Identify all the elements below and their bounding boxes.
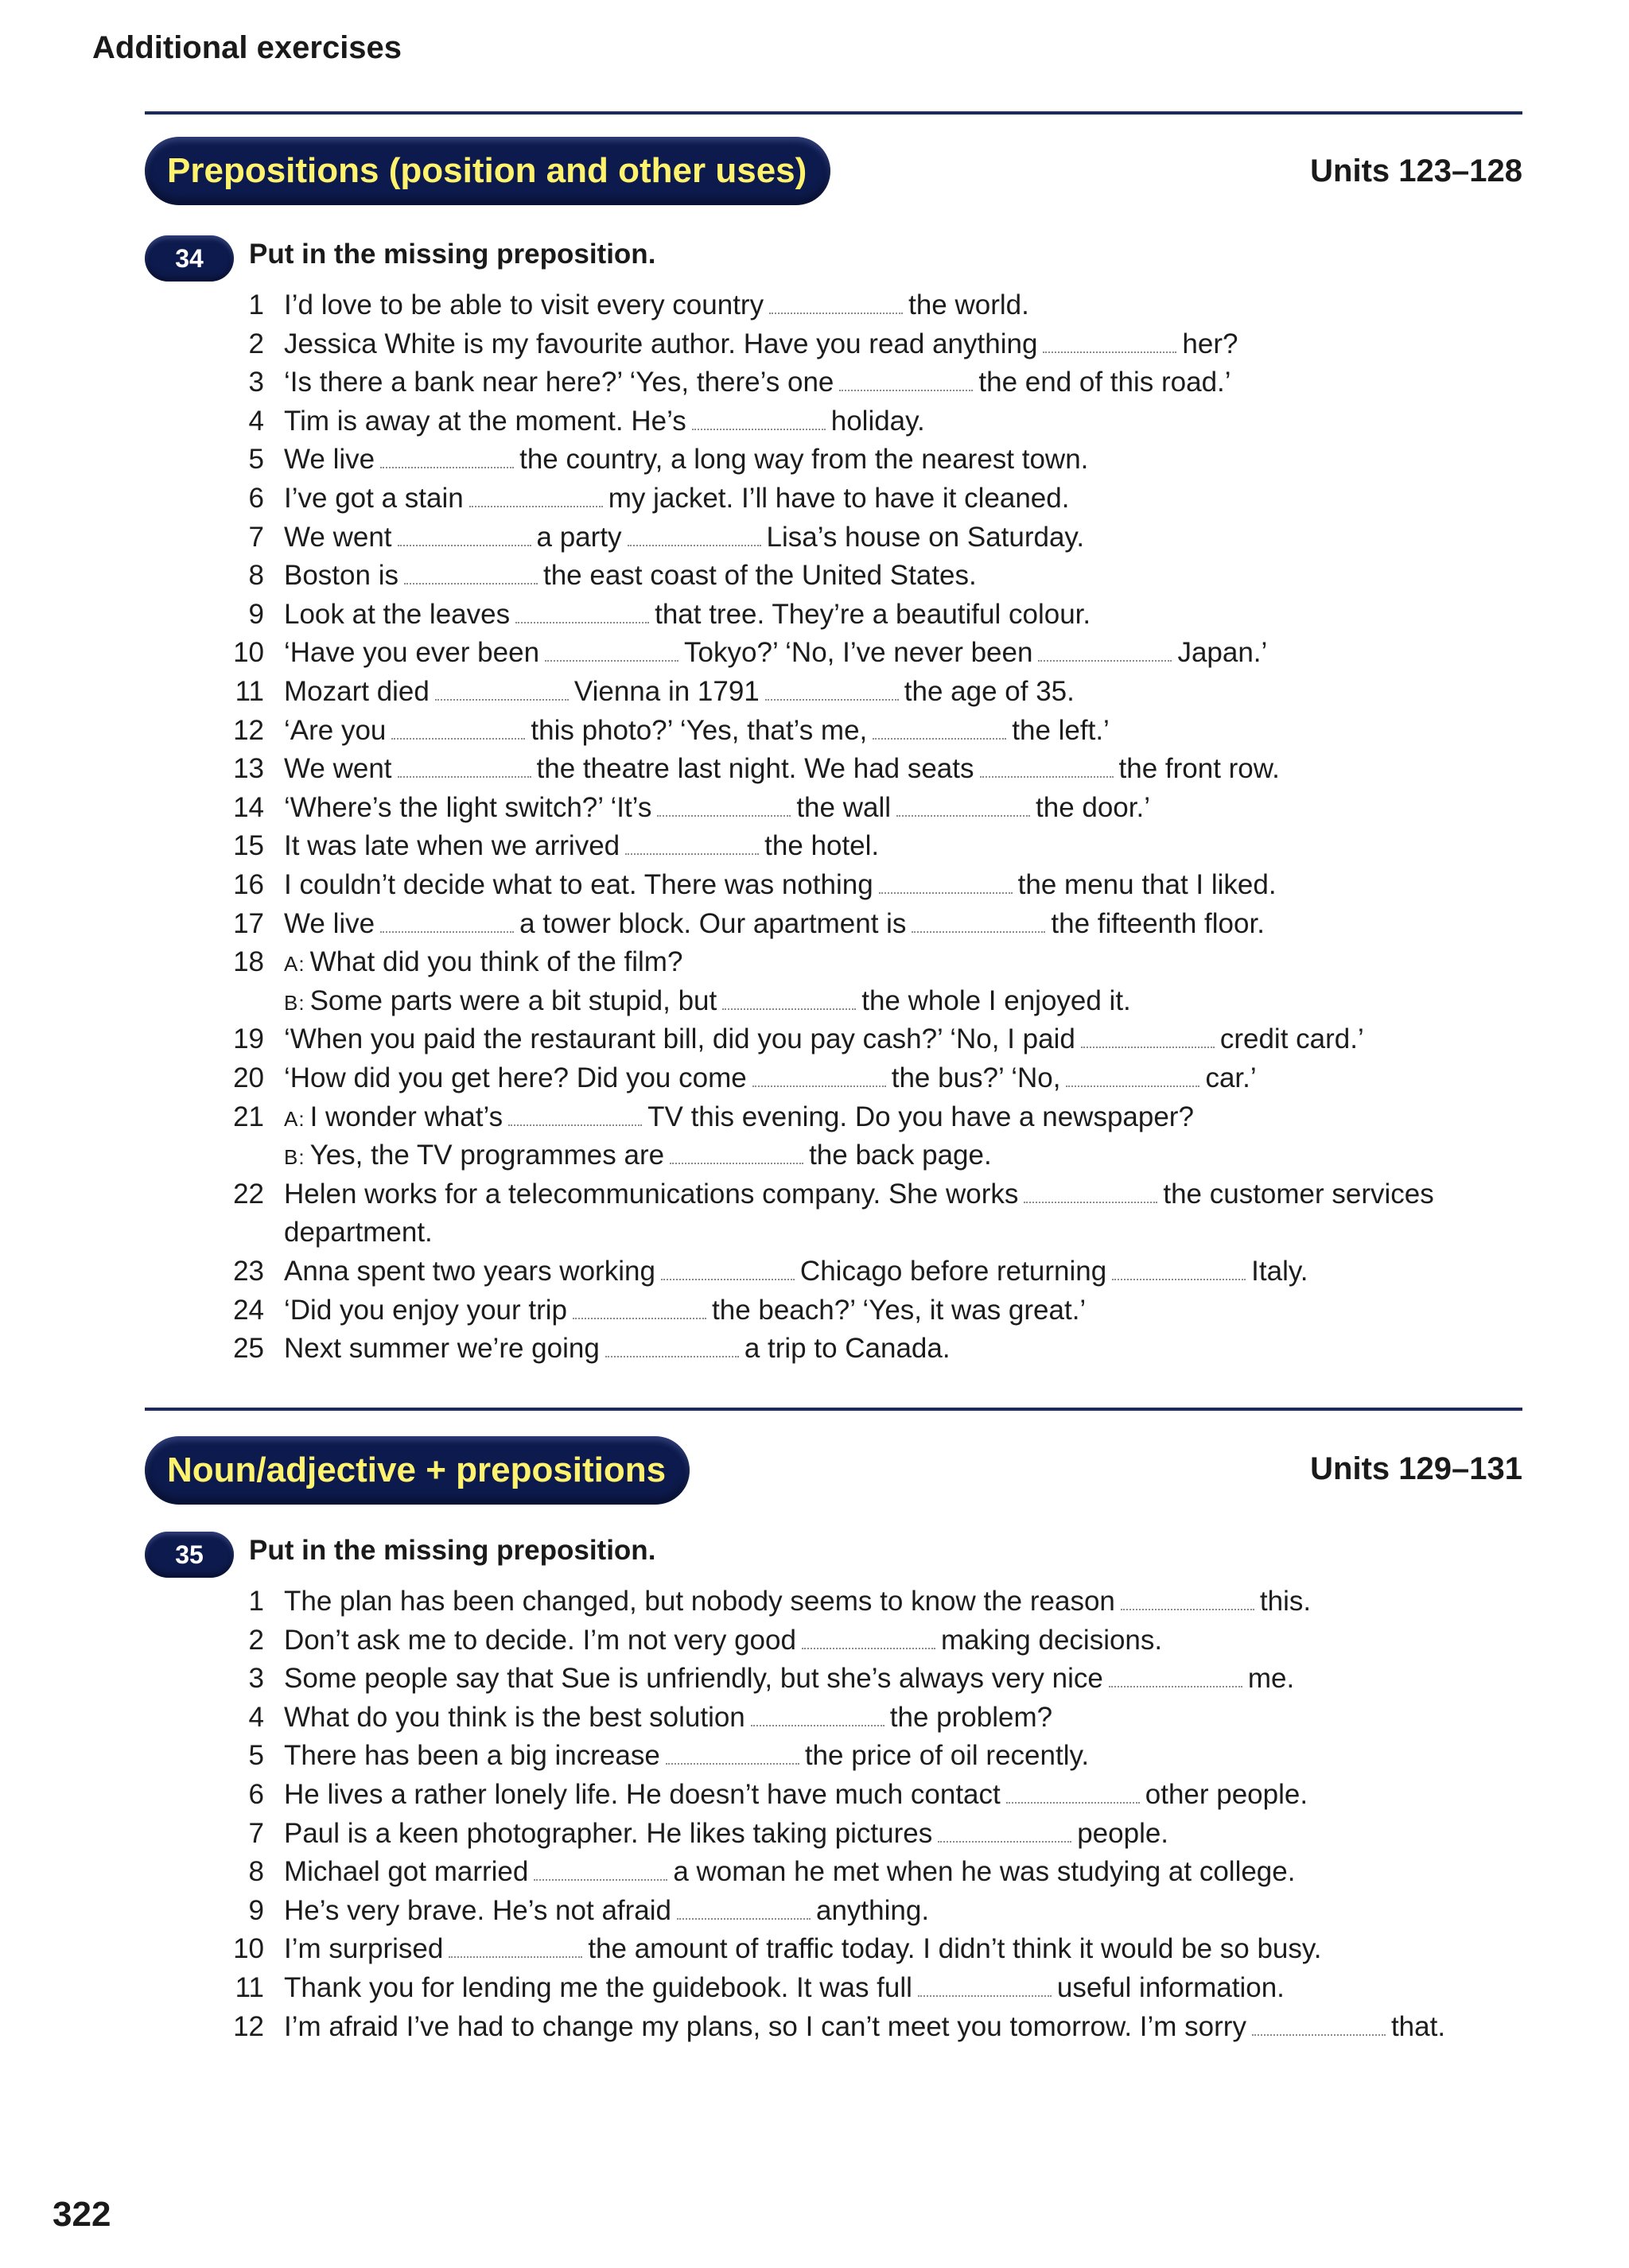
item-text-segment: that tree. They’re a beautiful colour. <box>655 598 1091 630</box>
item-text-segment: I’m surprised <box>284 1933 444 1965</box>
item-text-segment: Look at the leaves <box>284 598 511 630</box>
exercise-item <box>0 596 1629 634</box>
item-text <box>284 1621 1162 1660</box>
item-number: 22 <box>233 1178 264 1210</box>
item-text-segment: Jessica White is my favourite author. Have you read anything <box>284 328 1038 359</box>
answer-blank[interactable] <box>398 540 531 546</box>
item-text-segment: ‘Where’s the light switch?’ ‘It’s <box>284 791 652 823</box>
item-text <box>284 596 1091 634</box>
item-text-segment: Boston is <box>284 560 399 592</box>
item-text-segment: the door.’ <box>1036 791 1150 823</box>
exercise-instruction: Put in the missing preposition. <box>249 239 656 270</box>
item-text-segment: Some parts were a bit stupid, but <box>309 984 717 1016</box>
exercise-item <box>0 1699 1629 1737</box>
item-text <box>284 2008 1445 2046</box>
exercise-item <box>0 1815 1629 1853</box>
item-number: 4 <box>248 1701 264 1733</box>
answer-blank[interactable] <box>722 1004 856 1010</box>
answer-blank[interactable] <box>879 887 1013 894</box>
item-text-segment: Don’t ask me to decide. I’m not very good <box>284 1624 796 1656</box>
answer-blank[interactable] <box>912 926 1045 933</box>
exercise-item <box>0 712 1629 750</box>
item-text <box>284 1699 1052 1737</box>
item-text-segment: holiday. <box>830 405 925 437</box>
item-number: 6 <box>248 1779 264 1810</box>
item-text-segment: a party <box>536 521 622 553</box>
item-text-segment: I wonder what’s <box>309 1101 503 1132</box>
answer-blank[interactable] <box>661 1274 795 1280</box>
item-text <box>284 480 1069 518</box>
item-text-segment: Next summer we’re going <box>284 1333 600 1365</box>
item-number: 24 <box>233 1294 264 1326</box>
item-text-segment: What did you think of the film? <box>309 946 683 978</box>
item-text <box>284 1098 1194 1138</box>
item-number: 13 <box>233 753 264 785</box>
item-number: 15 <box>233 830 264 862</box>
item-number: 17 <box>233 907 264 939</box>
item-number: 1 <box>248 289 264 320</box>
item-text-segment: There has been a big increase <box>284 1740 660 1772</box>
answer-blank[interactable] <box>666 1758 799 1765</box>
answer-blank[interactable] <box>508 1120 642 1126</box>
item-number: 21 <box>233 1101 264 1132</box>
item-text-segment: a trip to Canada. <box>744 1333 951 1365</box>
item-text <box>284 634 1267 672</box>
exercise-item <box>0 557 1629 595</box>
page-header: Additional exercises <box>92 30 402 65</box>
answer-blank[interactable] <box>802 1643 935 1649</box>
exercise-item <box>0 480 1629 518</box>
item-number: 10 <box>233 1933 264 1965</box>
item-text-segment: ‘How did you get here? Did you come <box>284 1062 747 1093</box>
exercise-item <box>0 1214 1629 1252</box>
speaker-label: A: <box>284 952 305 977</box>
exercise-item <box>0 943 1629 981</box>
item-text <box>284 750 1280 788</box>
item-text <box>284 363 1231 402</box>
item-text <box>284 441 1088 479</box>
answer-blank[interactable] <box>435 694 569 701</box>
item-text-segment: the world. <box>908 289 1029 320</box>
item-text-segment: this. <box>1259 1586 1312 1617</box>
item-text-segment: me. <box>1247 1663 1295 1695</box>
item-text <box>284 673 1075 711</box>
exercise-item <box>0 1930 1629 1968</box>
item-number: 12 <box>233 2010 264 2042</box>
item-text-segment: Thank you for lending me the guidebook. It was full <box>284 1972 912 2003</box>
answer-blank[interactable] <box>545 655 678 662</box>
answer-blank[interactable] <box>469 501 603 507</box>
exercise-item <box>0 1175 1629 1214</box>
item-text <box>284 1059 1257 1097</box>
item-number: 10 <box>233 637 264 669</box>
item-text <box>284 286 1029 324</box>
answer-blank[interactable] <box>1024 1197 1157 1203</box>
item-text-segment: this photo?’ ‘Yes, that’s me, <box>531 714 868 746</box>
answer-blank[interactable] <box>515 617 649 623</box>
item-text <box>284 1969 1285 2007</box>
exercise-item <box>0 1583 1629 1621</box>
exercise-number-badge <box>145 1532 234 1578</box>
item-number: 9 <box>248 598 264 630</box>
item-text <box>284 1892 929 1930</box>
item-text-segment: useful information. <box>1056 1972 1285 2003</box>
answer-blank[interactable] <box>1112 1274 1246 1280</box>
section-units: Units 123–128 <box>1310 153 1522 188</box>
item-text <box>284 1660 1294 1698</box>
answer-blank[interactable] <box>573 1313 706 1319</box>
item-text <box>284 1330 951 1368</box>
exercise-item <box>0 1737 1629 1775</box>
exercise-item <box>0 286 1629 324</box>
answer-blank[interactable] <box>1043 347 1176 353</box>
item-number: 23 <box>233 1256 264 1287</box>
exercise-item <box>0 518 1629 557</box>
item-text-segment: I’m afraid I’ve had to change my plans, so I can’t meet you tomorrow. I’m sorry <box>284 2010 1246 2042</box>
answer-blank[interactable] <box>873 733 1006 740</box>
exercise-item <box>0 441 1629 479</box>
item-number: 25 <box>233 1333 264 1365</box>
answer-blank[interactable] <box>918 1990 1052 1997</box>
exercise-item <box>0 402 1629 441</box>
item-text <box>284 905 1265 943</box>
exercise-item <box>0 1020 1629 1058</box>
item-text-segment: the left.’ <box>1012 714 1110 746</box>
item-text-segment: making decisions. <box>940 1624 1163 1656</box>
item-text-segment: Yes, the TV programmes are <box>309 1140 665 1171</box>
item-text-segment: Michael got married <box>284 1856 529 1888</box>
answer-blank[interactable] <box>391 733 525 740</box>
exercise-item <box>0 905 1629 943</box>
answer-blank[interactable] <box>1109 1681 1242 1687</box>
exercise-item <box>0 750 1629 788</box>
exercise-number: 35 <box>175 1540 204 1569</box>
exercise-item <box>0 1621 1629 1660</box>
item-text-segment: the amount of traffic today. I didn’t think it would be so busy. <box>588 1933 1322 1965</box>
speaker-label: A: <box>284 1106 305 1131</box>
item-text <box>284 943 682 983</box>
item-text-segment: the fifteenth floor. <box>1051 907 1265 939</box>
item-number: 5 <box>248 1740 264 1772</box>
item-text-segment: the beach?’ ‘Yes, it was great.’ <box>712 1294 1087 1326</box>
answer-blank[interactable] <box>677 1913 811 1920</box>
speaker-label: B: <box>284 990 305 1015</box>
item-text <box>284 325 1238 363</box>
item-text-segment: Chicago before returning <box>799 1256 1107 1287</box>
exercise-item <box>0 789 1629 827</box>
answer-blank[interactable] <box>380 462 514 468</box>
item-text-segment: the customer services <box>1163 1178 1434 1210</box>
answer-blank[interactable] <box>1252 2029 1386 2036</box>
item-text-segment: the country, a long way from the nearest town. <box>519 444 1089 476</box>
item-text-segment: the problem? <box>889 1701 1053 1733</box>
answer-blank[interactable] <box>449 1951 582 1958</box>
item-text-segment: people. <box>1077 1817 1169 1849</box>
exercise-item <box>0 1853 1629 1891</box>
item-text-segment: the whole I enjoyed it. <box>861 984 1131 1016</box>
section-divider <box>145 111 1522 115</box>
item-text <box>284 1252 1308 1291</box>
item-number: 5 <box>248 444 264 476</box>
exercise-item <box>0 1059 1629 1097</box>
item-number: 2 <box>248 1624 264 1656</box>
item-text-segment: Italy. <box>1251 1256 1308 1287</box>
answer-blank[interactable] <box>752 1081 886 1087</box>
item-text-segment: that. <box>1390 2010 1446 2042</box>
item-text-segment: the front row. <box>1118 753 1280 785</box>
answer-blank[interactable] <box>938 1836 1071 1843</box>
item-text-segment: Helen works for a telecommunications company. She works <box>284 1178 1019 1210</box>
item-text-segment: her? <box>1182 328 1238 359</box>
exercise-item <box>0 1330 1629 1368</box>
item-text-segment: Lisa’s house on Saturday. <box>766 521 1085 553</box>
exercise-item <box>0 1892 1629 1930</box>
exercise-item <box>0 1660 1629 1698</box>
exercise-item <box>0 1776 1629 1814</box>
item-text-segment: The plan has been changed, but nobody seems to know the reason <box>284 1586 1115 1617</box>
exercise-item <box>0 634 1629 672</box>
answer-blank[interactable] <box>1121 1604 1254 1610</box>
item-text <box>284 1815 1168 1853</box>
item-text-segment: We live <box>284 907 375 939</box>
answer-blank[interactable] <box>1006 1797 1140 1804</box>
answer-blank[interactable] <box>534 1874 667 1881</box>
answer-blank[interactable] <box>625 849 759 855</box>
item-text-segment: a tower block. Our apartment is <box>519 907 907 939</box>
section-divider <box>145 1408 1522 1411</box>
exercise-item <box>0 363 1629 402</box>
answer-blank[interactable] <box>398 771 531 778</box>
section-title: Noun/adjective + prepositions <box>167 1451 667 1489</box>
item-text-segment: Some people say that Sue is unfriendly, but she’s always very nice <box>284 1663 1103 1695</box>
page-number: 322 <box>52 2195 111 2234</box>
item-text <box>284 1291 1086 1330</box>
item-text-segment: the back page. <box>809 1140 992 1171</box>
answer-blank[interactable] <box>692 424 826 430</box>
item-text-segment: the end of this road.’ <box>978 367 1231 398</box>
item-text <box>284 1175 1434 1214</box>
item-text-segment: What do you think is the best solution <box>284 1701 745 1733</box>
exercise-item <box>0 673 1629 711</box>
item-text <box>284 1583 1311 1621</box>
exercise-number-badge <box>145 235 234 282</box>
item-text-segment: TV this evening. Do you have a newspaper? <box>647 1101 1194 1132</box>
section-title-badge <box>145 137 830 205</box>
item-text-segment: the theatre last night. We had seats <box>536 753 974 785</box>
item-text-segment: He lives a rather lonely life. He doesn’t have much contact <box>284 1779 1001 1810</box>
item-text <box>284 866 1277 904</box>
section-title: Prepositions (position and other uses) <box>167 151 807 190</box>
item-number: 12 <box>233 714 264 746</box>
item-text-segment: Anna spent two years working <box>284 1256 655 1287</box>
item-number: 7 <box>248 1817 264 1849</box>
item-text <box>284 1776 1308 1814</box>
answer-blank[interactable] <box>1038 655 1172 662</box>
item-text-segment: the menu that I liked. <box>1017 869 1277 900</box>
item-number: 7 <box>248 521 264 553</box>
item-text <box>284 1214 433 1252</box>
exercise-item <box>0 827 1629 865</box>
item-text <box>284 982 1131 1022</box>
item-text-segment: I’d love to be able to visit every country <box>284 289 764 320</box>
answer-blank[interactable] <box>1066 1081 1199 1087</box>
item-text <box>284 827 879 865</box>
item-text-segment: ‘Did you enjoy your trip <box>284 1294 567 1326</box>
answer-blank[interactable] <box>839 385 973 391</box>
item-text-segment: Japan.’ <box>1177 637 1268 669</box>
item-text-segment: Mozart died <box>284 676 430 707</box>
answer-blank[interactable] <box>980 771 1114 778</box>
item-number: 4 <box>248 405 264 437</box>
item-text-segment: ‘Is there a bank near here?’ ‘Yes, there’s one <box>284 367 834 398</box>
item-number: 11 <box>235 1972 264 2003</box>
exercise-instruction: Put in the missing preposition. <box>249 1535 656 1566</box>
item-text-segment: Paul is a keen photographer. He likes taking pictures <box>284 1817 933 1849</box>
item-text-segment: credit card.’ <box>1219 1023 1364 1055</box>
item-number: 18 <box>233 946 264 978</box>
exercise-item <box>0 1136 1629 1175</box>
item-text-segment: Vienna in 1791 <box>573 676 760 707</box>
speaker-label: B: <box>284 1145 305 1170</box>
item-text-segment: We went <box>284 753 392 785</box>
item-number: 20 <box>233 1062 264 1093</box>
item-text-segment: I’ve got a stain <box>284 483 464 514</box>
item-text <box>284 402 925 441</box>
exercise-item <box>0 325 1629 363</box>
item-text <box>284 1737 1089 1775</box>
item-number: 3 <box>248 367 264 398</box>
exercise-item <box>0 1969 1629 2007</box>
item-text-segment: anything. <box>816 1894 930 1926</box>
item-text-segment: We went <box>284 521 392 553</box>
item-number: 3 <box>248 1663 264 1695</box>
section-units: Units 129–131 <box>1310 1451 1522 1486</box>
item-text <box>284 1136 992 1176</box>
item-text-segment: We live <box>284 444 375 476</box>
item-number: 9 <box>248 1894 264 1926</box>
exercise-item <box>0 982 1629 1020</box>
item-text <box>284 1853 1295 1891</box>
item-number: 8 <box>248 1856 264 1888</box>
item-text <box>284 789 1150 827</box>
item-number: 1 <box>248 1586 264 1617</box>
item-number: 19 <box>233 1023 264 1055</box>
exercise-number: 34 <box>175 243 204 273</box>
item-text <box>284 1020 1364 1058</box>
exercise-item <box>0 1252 1629 1291</box>
item-text-segment: ‘Are you <box>284 714 387 746</box>
item-text <box>284 518 1084 557</box>
item-text-segment: Tokyo?’ ‘No, I’ve never been <box>684 637 1033 669</box>
answer-blank[interactable] <box>769 308 903 314</box>
item-text-segment: ‘When you paid the restaurant bill, did you pay cash?’ ‘No, I paid <box>284 1023 1075 1055</box>
section-title-badge <box>145 1436 690 1505</box>
item-text-segment: He’s very brave. He’s not afraid <box>284 1894 671 1926</box>
item-text-segment: I couldn’t decide what to eat. There was nothing <box>284 869 873 900</box>
item-text-segment: the bus?’ ‘No, <box>891 1062 1061 1093</box>
answer-blank[interactable] <box>670 1158 803 1164</box>
item-text-segment: the age of 35. <box>904 676 1075 707</box>
item-text-segment: my jacket. I’ll have to have it cleaned. <box>608 483 1070 514</box>
item-text-segment: other people. <box>1145 1779 1308 1810</box>
item-text-segment: the east coast of the United States. <box>542 560 977 592</box>
item-number: 14 <box>233 791 264 823</box>
answer-blank[interactable] <box>657 810 791 817</box>
item-number: 16 <box>233 869 264 900</box>
exercise-item <box>0 1098 1629 1136</box>
answer-blank[interactable] <box>380 926 514 933</box>
exercise-item <box>0 2008 1629 2046</box>
item-text-segment: department. <box>284 1217 433 1249</box>
answer-blank[interactable] <box>605 1351 739 1357</box>
answer-blank[interactable] <box>404 578 538 584</box>
item-text-segment: car.’ <box>1205 1062 1257 1093</box>
answer-blank[interactable] <box>896 810 1030 817</box>
item-number: 6 <box>248 483 264 514</box>
answer-blank[interactable] <box>628 540 761 546</box>
answer-blank[interactable] <box>751 1720 884 1726</box>
item-text-segment: It was late when we arrived <box>284 830 620 862</box>
item-text-segment: Tim is away at the moment. He’s <box>284 405 686 437</box>
item-text <box>284 1930 1322 1968</box>
item-number: 2 <box>248 328 264 359</box>
exercise-item <box>0 866 1629 904</box>
item-number: 11 <box>235 676 264 707</box>
answer-blank[interactable] <box>765 694 899 701</box>
answer-blank[interactable] <box>1081 1042 1215 1048</box>
item-text-segment: the wall <box>796 791 891 823</box>
item-number: 8 <box>248 560 264 592</box>
item-text-segment: the price of oil recently. <box>804 1740 1090 1772</box>
item-text <box>284 557 977 595</box>
exercise-item <box>0 1291 1629 1330</box>
item-text-segment: a woman he met when he was studying at college. <box>673 1856 1296 1888</box>
item-text-segment: ‘Have you ever been <box>284 637 540 669</box>
item-text <box>284 712 1110 750</box>
item-text-segment: the hotel. <box>764 830 880 862</box>
